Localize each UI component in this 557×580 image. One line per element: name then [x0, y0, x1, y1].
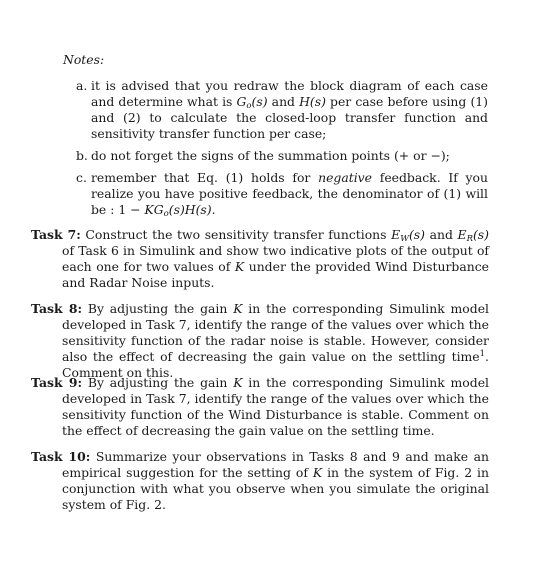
math-arg: (s): [309, 94, 326, 109]
math-K: K: [233, 375, 243, 390]
math-arg: (s): [472, 227, 489, 242]
note-b: [76, 148, 488, 164]
math-K: K: [312, 465, 323, 480]
task-7: Task 7: Construct the two sensitivity transfer functions $E_W(s)$ and $E_R(s)$ of Task 6 in Simulink and show two indicative plots of the output of each one for two values of K under the provided Wind Disturbance and Radar Noise inputs.: [31, 227, 489, 290]
note-text: do not forget the signs of the summation points (+ or −);: [91, 148, 450, 163]
notes-heading: Notes:: [63, 52, 105, 67]
math-sub-R: R: [466, 234, 473, 244]
task-label: Task 10:: [31, 449, 91, 464]
math-K: K: [233, 301, 243, 316]
task-9: Task 9: By adjusting the gain K in the corresponding Simulink model developed in Task 7, identify the range of the values over which the sensitivity function of the Wind Disturbance is stable. Comment on the effect of decreasing the gain value on the settling time.: [31, 375, 489, 438]
note-text: it is advised that you redraw the block diagram of each case and determine what is $G_o(s)$ and H(s) per case before using (1) and (2) to calculate the closed-loop transfer function and sensitivity transfer function per case;: [91, 78, 488, 141]
note-text: remember that Eq. (1) holds for negative feedback. If you realize you have positive feedback, the denominator of (1) will be : $1 - KG_o(s)H(s)$.: [91, 170, 488, 219]
task-label: Task 9:: [31, 375, 83, 390]
math-arg: (s): [195, 202, 212, 217]
math-arg: (s): [251, 94, 268, 109]
task-label: Task 8:: [31, 301, 83, 316]
note-marker: c.: [76, 170, 87, 185]
note-c: [76, 170, 488, 218]
math-H: H: [184, 202, 196, 217]
note-marker: b.: [76, 148, 88, 163]
math-sub-o: o: [163, 209, 169, 219]
task-8: Task 8: By adjusting the gain K in the corresponding Simulink model developed in Task 7, identify the range of the values over which the sensitivity function of the radar noise is stable. However, consider also the effect of decreasing the gain value on the settling time$^1$. Comment on this.: [31, 301, 489, 380]
math-arg: (s): [168, 202, 185, 217]
footnote-marker: 1: [479, 349, 486, 359]
task-10: Task 10: Summarize your observations in Tasks 8 and 9 and make an empirical suggestion for the setting of K in the system of Fig. 2 in conjunction with what you observe when you simulate the original system of Fig. 2.: [31, 449, 490, 512]
math-H: H: [299, 94, 310, 109]
math-G: G: [236, 94, 247, 109]
note-marker: a.: [76, 78, 88, 93]
math-E: E: [457, 227, 467, 242]
math-E: E: [391, 227, 401, 242]
math-sub-W: W: [400, 234, 409, 244]
math-sub-o: o: [246, 101, 252, 111]
note-a: [76, 78, 488, 142]
task-label: Task 7:: [31, 227, 81, 242]
math-K: K: [234, 259, 245, 274]
emphasis-negative: negative: [318, 170, 373, 185]
math-arg: (s): [408, 227, 425, 242]
math-KG: KG: [144, 202, 164, 217]
